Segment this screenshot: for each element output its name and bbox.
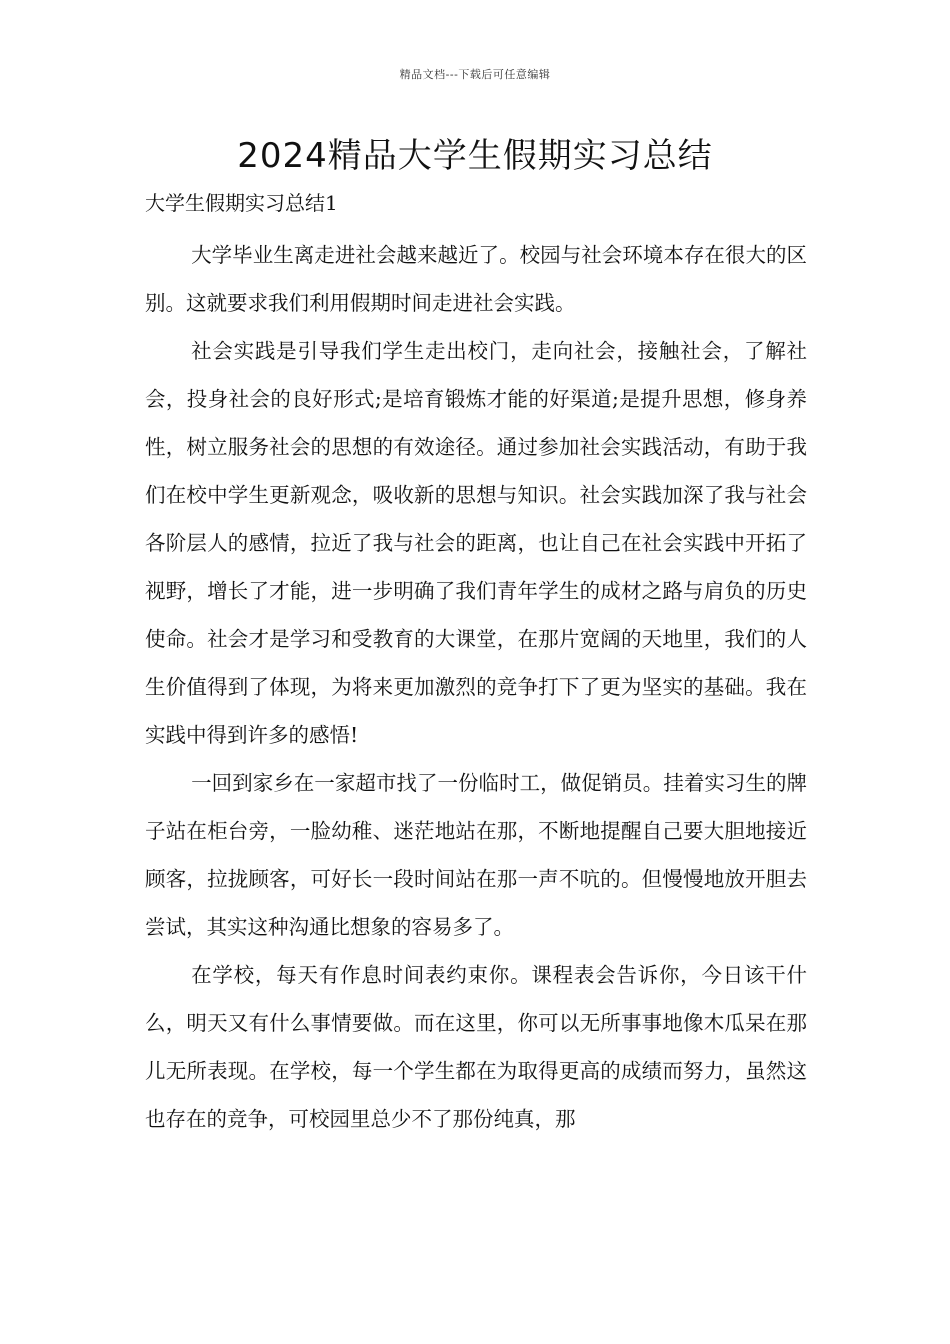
header-note: 精品文档---下载后可任意编辑 bbox=[399, 68, 551, 81]
document-body bbox=[145, 231, 807, 1143]
paragraph: 在学校，每天有作息时间表约束你。课程表会告诉你，今日该干什么，明天又有什么事情要做。而在这里，你可以无所事事地像木瓜呆在那儿无所表现。在学校，每一个学生都在为取得更高的成绩而努力，虽然这也存在的竞争，可校园里总少不了那份纯真，那 bbox=[145, 963, 807, 1131]
paragraph: 社会实践是引导我们学生走出校门，走向社会，接触社会，了解社会，投身社会的良好形式;是培育锻炼才能的好渠道;是提升思想，修身养性，树立服务社会的思想的有效途径。通过参加社会实践活动，有助于我们在校中学生更新观念，吸收新的思想与知识。社会实践加深了我与社会各阶层人的感情，拉近了我与社会的距离，也让自己在社会实践中开拓了视野，增长了才能，进一步明确了我们青年学生的成材之路与肩负的历史使命。社会才是学习和受教育的大课堂，在那片宽阔的天地里，我们的人生价值得到了体现，为将来更加激烈的竞争打下了更为坚实的基础。我在实践中得到许多的感悟! bbox=[145, 339, 807, 747]
section-heading: 大学生假期实习总结1 bbox=[145, 191, 338, 215]
document-title: 2024精品大学生假期实习总结 bbox=[237, 136, 713, 176]
paragraph: 一回到家乡在一家超市找了一份临时工，做促销员。挂着实习生的牌子站在柜台旁，一脸幼稚、迷茫地站在那，不断地提醒自己要大胆地接近顾客，拉拢顾客，可好长一段时间站在那一声不吭的。但慢慢地放开胆去尝试，其实这种沟通比想象的容易多了。 bbox=[145, 771, 807, 939]
paragraph: 大学毕业生离走进社会越来越近了。校园与社会环境本存在很大的区别。这就要求我们利用假期时间走进社会实践。 bbox=[145, 243, 807, 315]
